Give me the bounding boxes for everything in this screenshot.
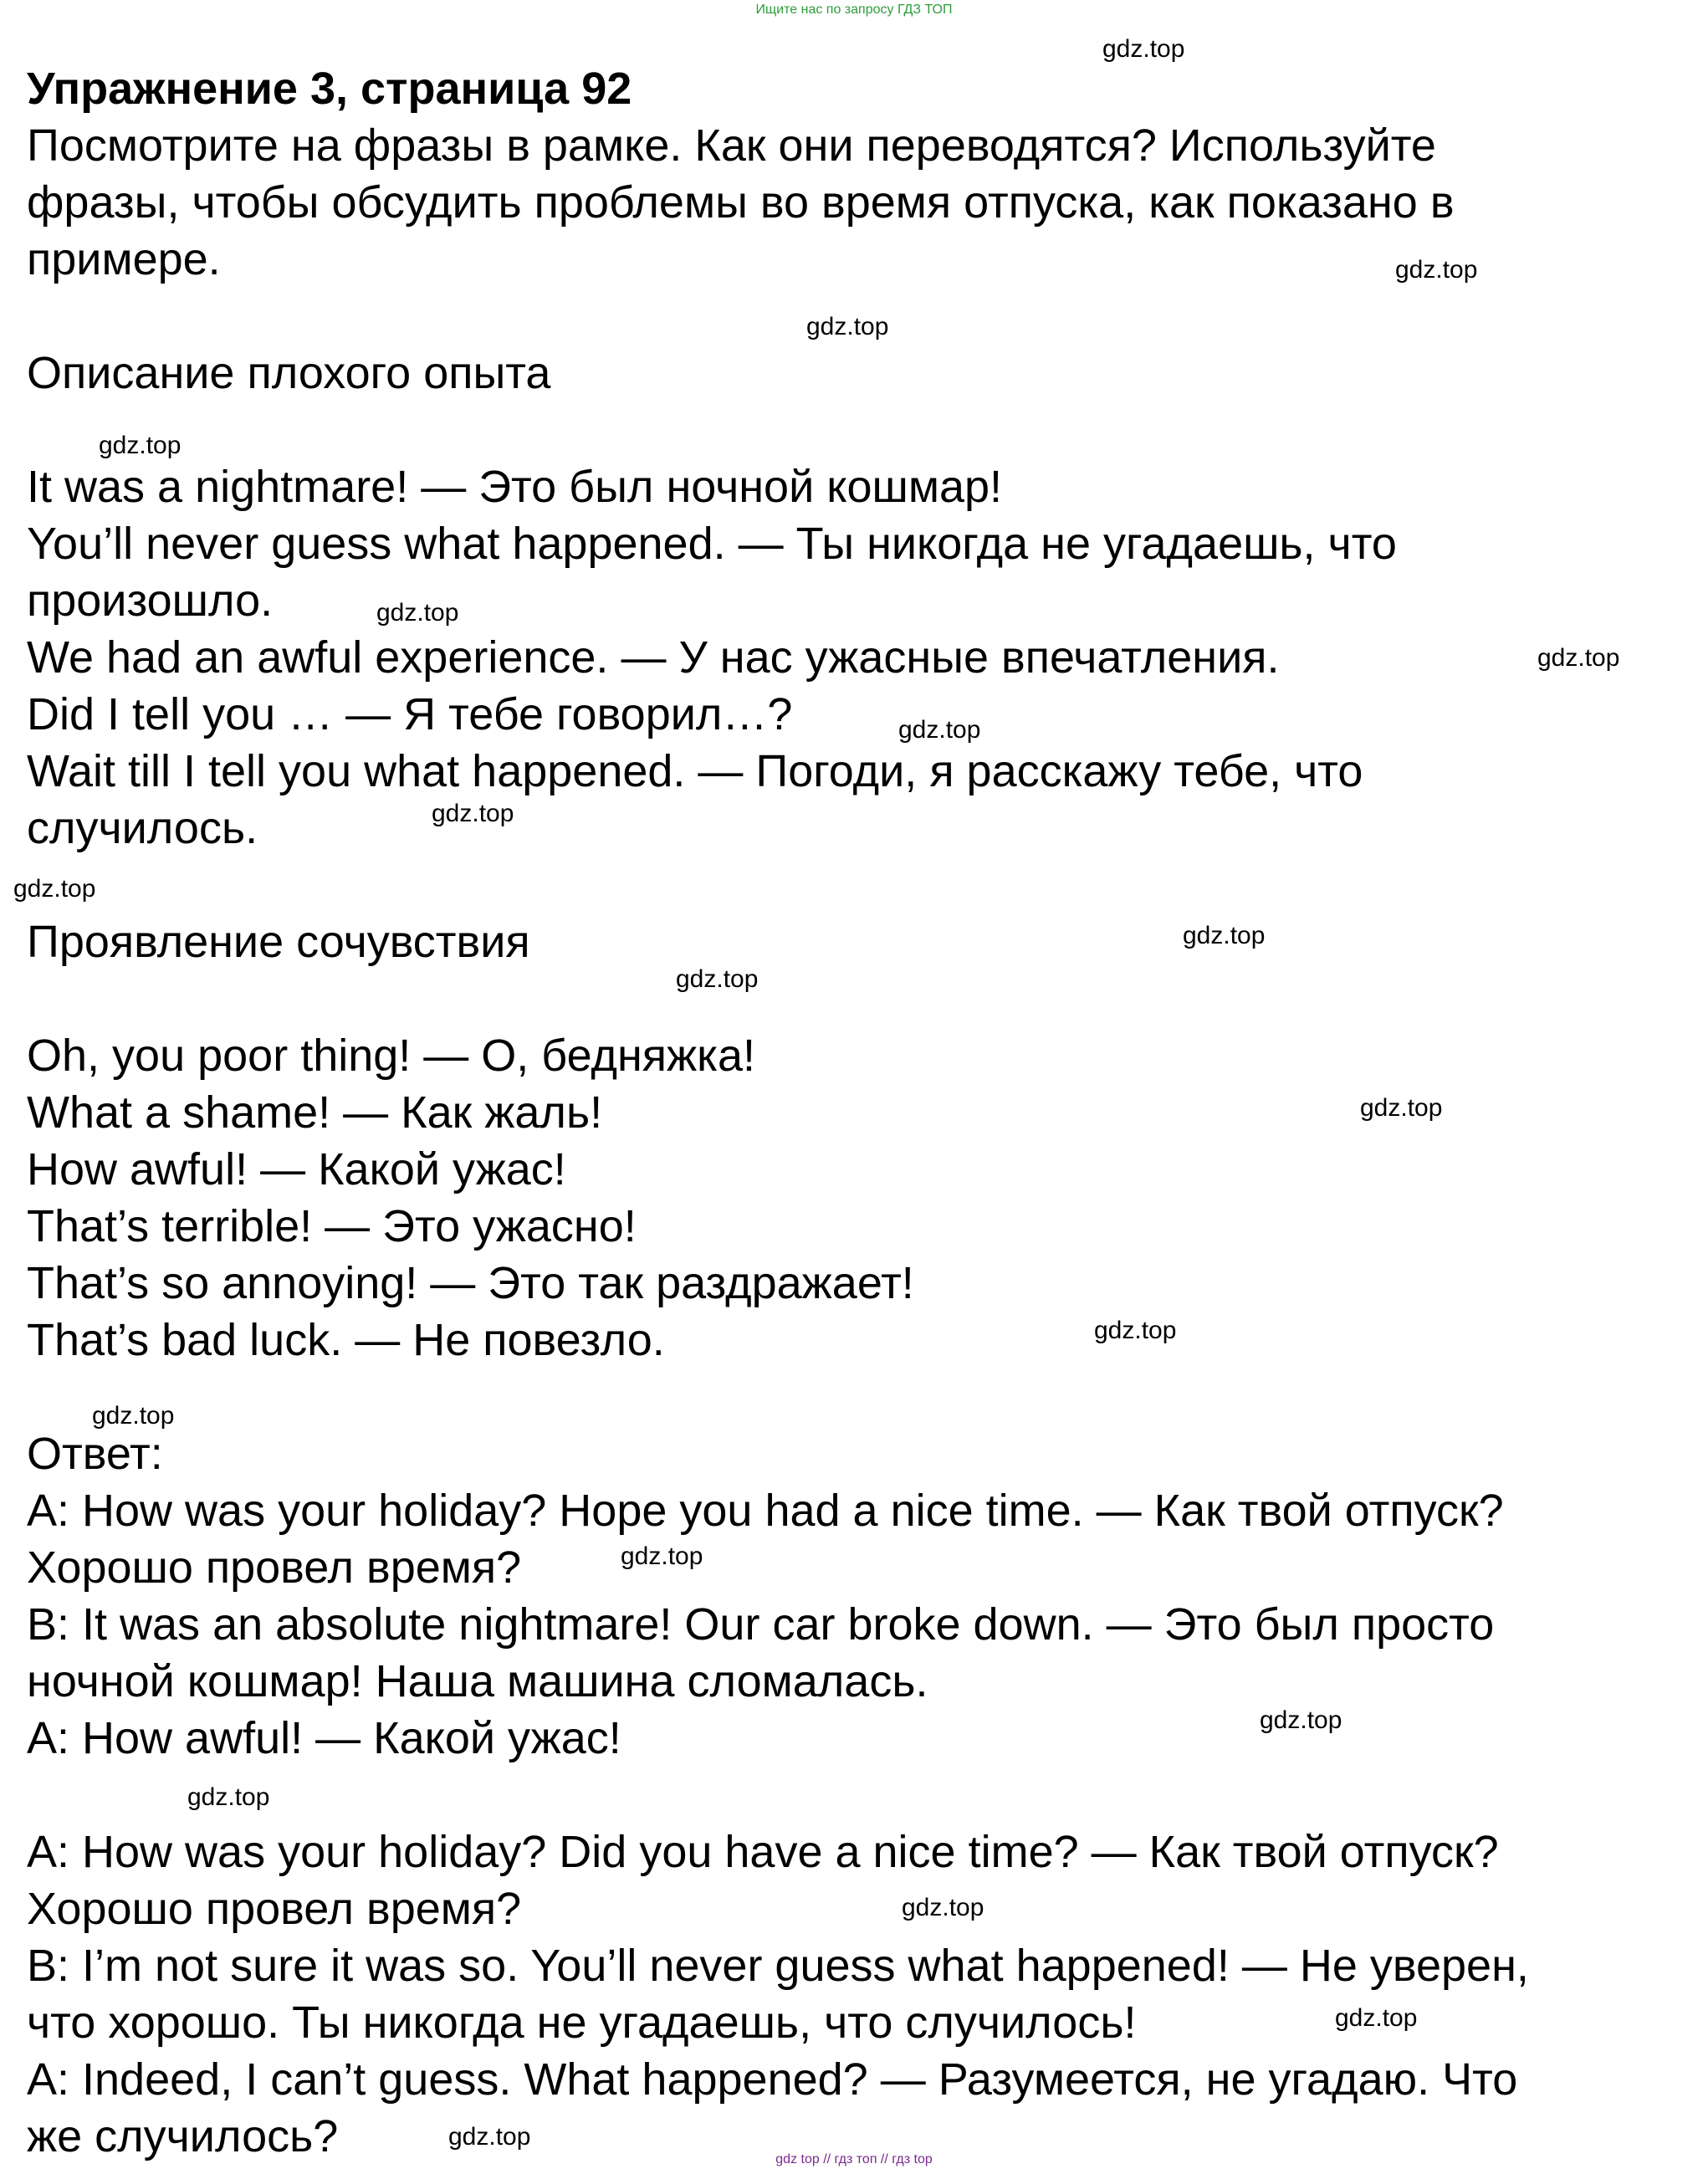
dialogue-line: A: How was your holiday? Hope you had a nice time. — Как твой отпуск? xyxy=(27,1486,1504,1536)
spacer xyxy=(27,1767,1683,1824)
watermark: gdz.top xyxy=(1260,1706,1342,1734)
spacer xyxy=(27,1368,1683,1425)
phrase-line: It was a nightmare! — Это был ночной кошмар! xyxy=(27,462,1003,512)
watermark: gdz.top xyxy=(99,432,182,459)
dialogue-line: B: I’m not sure it was so. You’ll never guess what happened! — Не уверен, xyxy=(27,1941,1529,1991)
phrase-line: That’s so annoying! — Это так раздражает! xyxy=(27,1258,914,1308)
watermark: gdz.top xyxy=(902,1894,984,1921)
dialogue-line: A: Indeed, I can’t guess. What happened? — Разумеется, не угадаю. Что xyxy=(27,2054,1518,2105)
phrase-line: How awful! — Какой ужас! xyxy=(27,1144,566,1194)
watermark: gdz.top xyxy=(898,716,981,744)
dialogue-line: A: How awful! — Какой ужас! xyxy=(27,1713,621,1763)
phrase-line: What a shame! — Как жаль! xyxy=(27,1087,603,1138)
phrase-line: You’ll never guess what happened. — Ты никогда не угадаешь, что xyxy=(27,519,1397,569)
phrase-line: That’s terrible! — Это ужасно! xyxy=(27,1201,637,1251)
phrase-line: Did I tell you … — Я тебе говорил…? xyxy=(27,689,793,739)
watermark: gdz.top xyxy=(1094,1317,1177,1344)
watermark: gdz.top xyxy=(1335,2004,1418,2032)
dialogue-line: ночной кошмар! Наша машина сломалась. xyxy=(27,1656,928,1706)
watermark: gdz.top xyxy=(621,1542,703,1570)
dialogue-line: A: How was your holiday? Did you have a nice time? — Как твой отпуск? xyxy=(27,1827,1499,1877)
phrase-line: Wait till I tell you what happened. — Погоди, я расскажу тебе, что xyxy=(27,746,1363,796)
watermark: gdz.top xyxy=(13,875,96,903)
watermark: gdz.top xyxy=(448,2123,531,2151)
watermark: gdz.top xyxy=(1183,922,1266,949)
watermark: gdz.top xyxy=(1102,35,1185,63)
section-heading-sympathy: Проявление сочувствия xyxy=(27,917,530,967)
phrase-line: произошло. xyxy=(27,575,274,626)
watermark: gdz.top xyxy=(676,965,759,993)
spacer xyxy=(27,970,1683,1027)
watermark: gdz.top xyxy=(1537,644,1620,672)
dialogue-line: Хорошо провел время? xyxy=(27,1884,522,1934)
dialogue-line: Хорошо провел время? xyxy=(27,1542,522,1593)
watermark: gdz.top xyxy=(806,313,889,340)
page-title: Упражнение 3, страница 92 xyxy=(27,64,632,114)
watermark: gdz.top xyxy=(1360,1094,1443,1122)
instruction-line: Посмотрите на фразы в рамке. Как они переводятся? Используйте xyxy=(27,120,1436,171)
watermark: gdz.top xyxy=(432,800,514,827)
top-banner: Ищите нас по запросу ГДЗ ТОП xyxy=(755,3,953,17)
section-heading-bad-experience: Описание плохого опыта xyxy=(27,348,551,398)
phrase-line: случилось. xyxy=(27,803,258,853)
phrase-line: Oh, you poor thing! — О, бедняжка! xyxy=(27,1031,756,1081)
watermark: gdz.top xyxy=(187,1783,270,1811)
watermark: gdz.top xyxy=(92,1402,175,1430)
dialogue-line: что хорошо. Ты никогда не угадаешь, что случилось! xyxy=(27,1998,1137,2048)
dialogue-line: же случилось? xyxy=(27,2111,339,2161)
spacer xyxy=(27,857,1683,913)
answer-label: Ответ: xyxy=(27,1429,163,1479)
watermark: gdz.top xyxy=(1395,256,1478,284)
footer: gdz top // гдз топ // гдз top xyxy=(775,2152,933,2166)
phrase-line: We had an awful experience. — У нас ужасные впечатления. xyxy=(27,632,1280,683)
instruction-line: примере. xyxy=(27,234,221,284)
phrase-line: That’s bad luck. — Не повезло. xyxy=(27,1315,665,1365)
dialogue-line: B: It was an absolute nightmare! Our car broke down. — Это был просто xyxy=(27,1599,1495,1650)
spacer xyxy=(27,402,1683,458)
instruction-line: фразы, чтобы обсудить проблемы во время отпуска, как показано в xyxy=(27,177,1455,228)
watermark: gdz.top xyxy=(376,599,459,627)
